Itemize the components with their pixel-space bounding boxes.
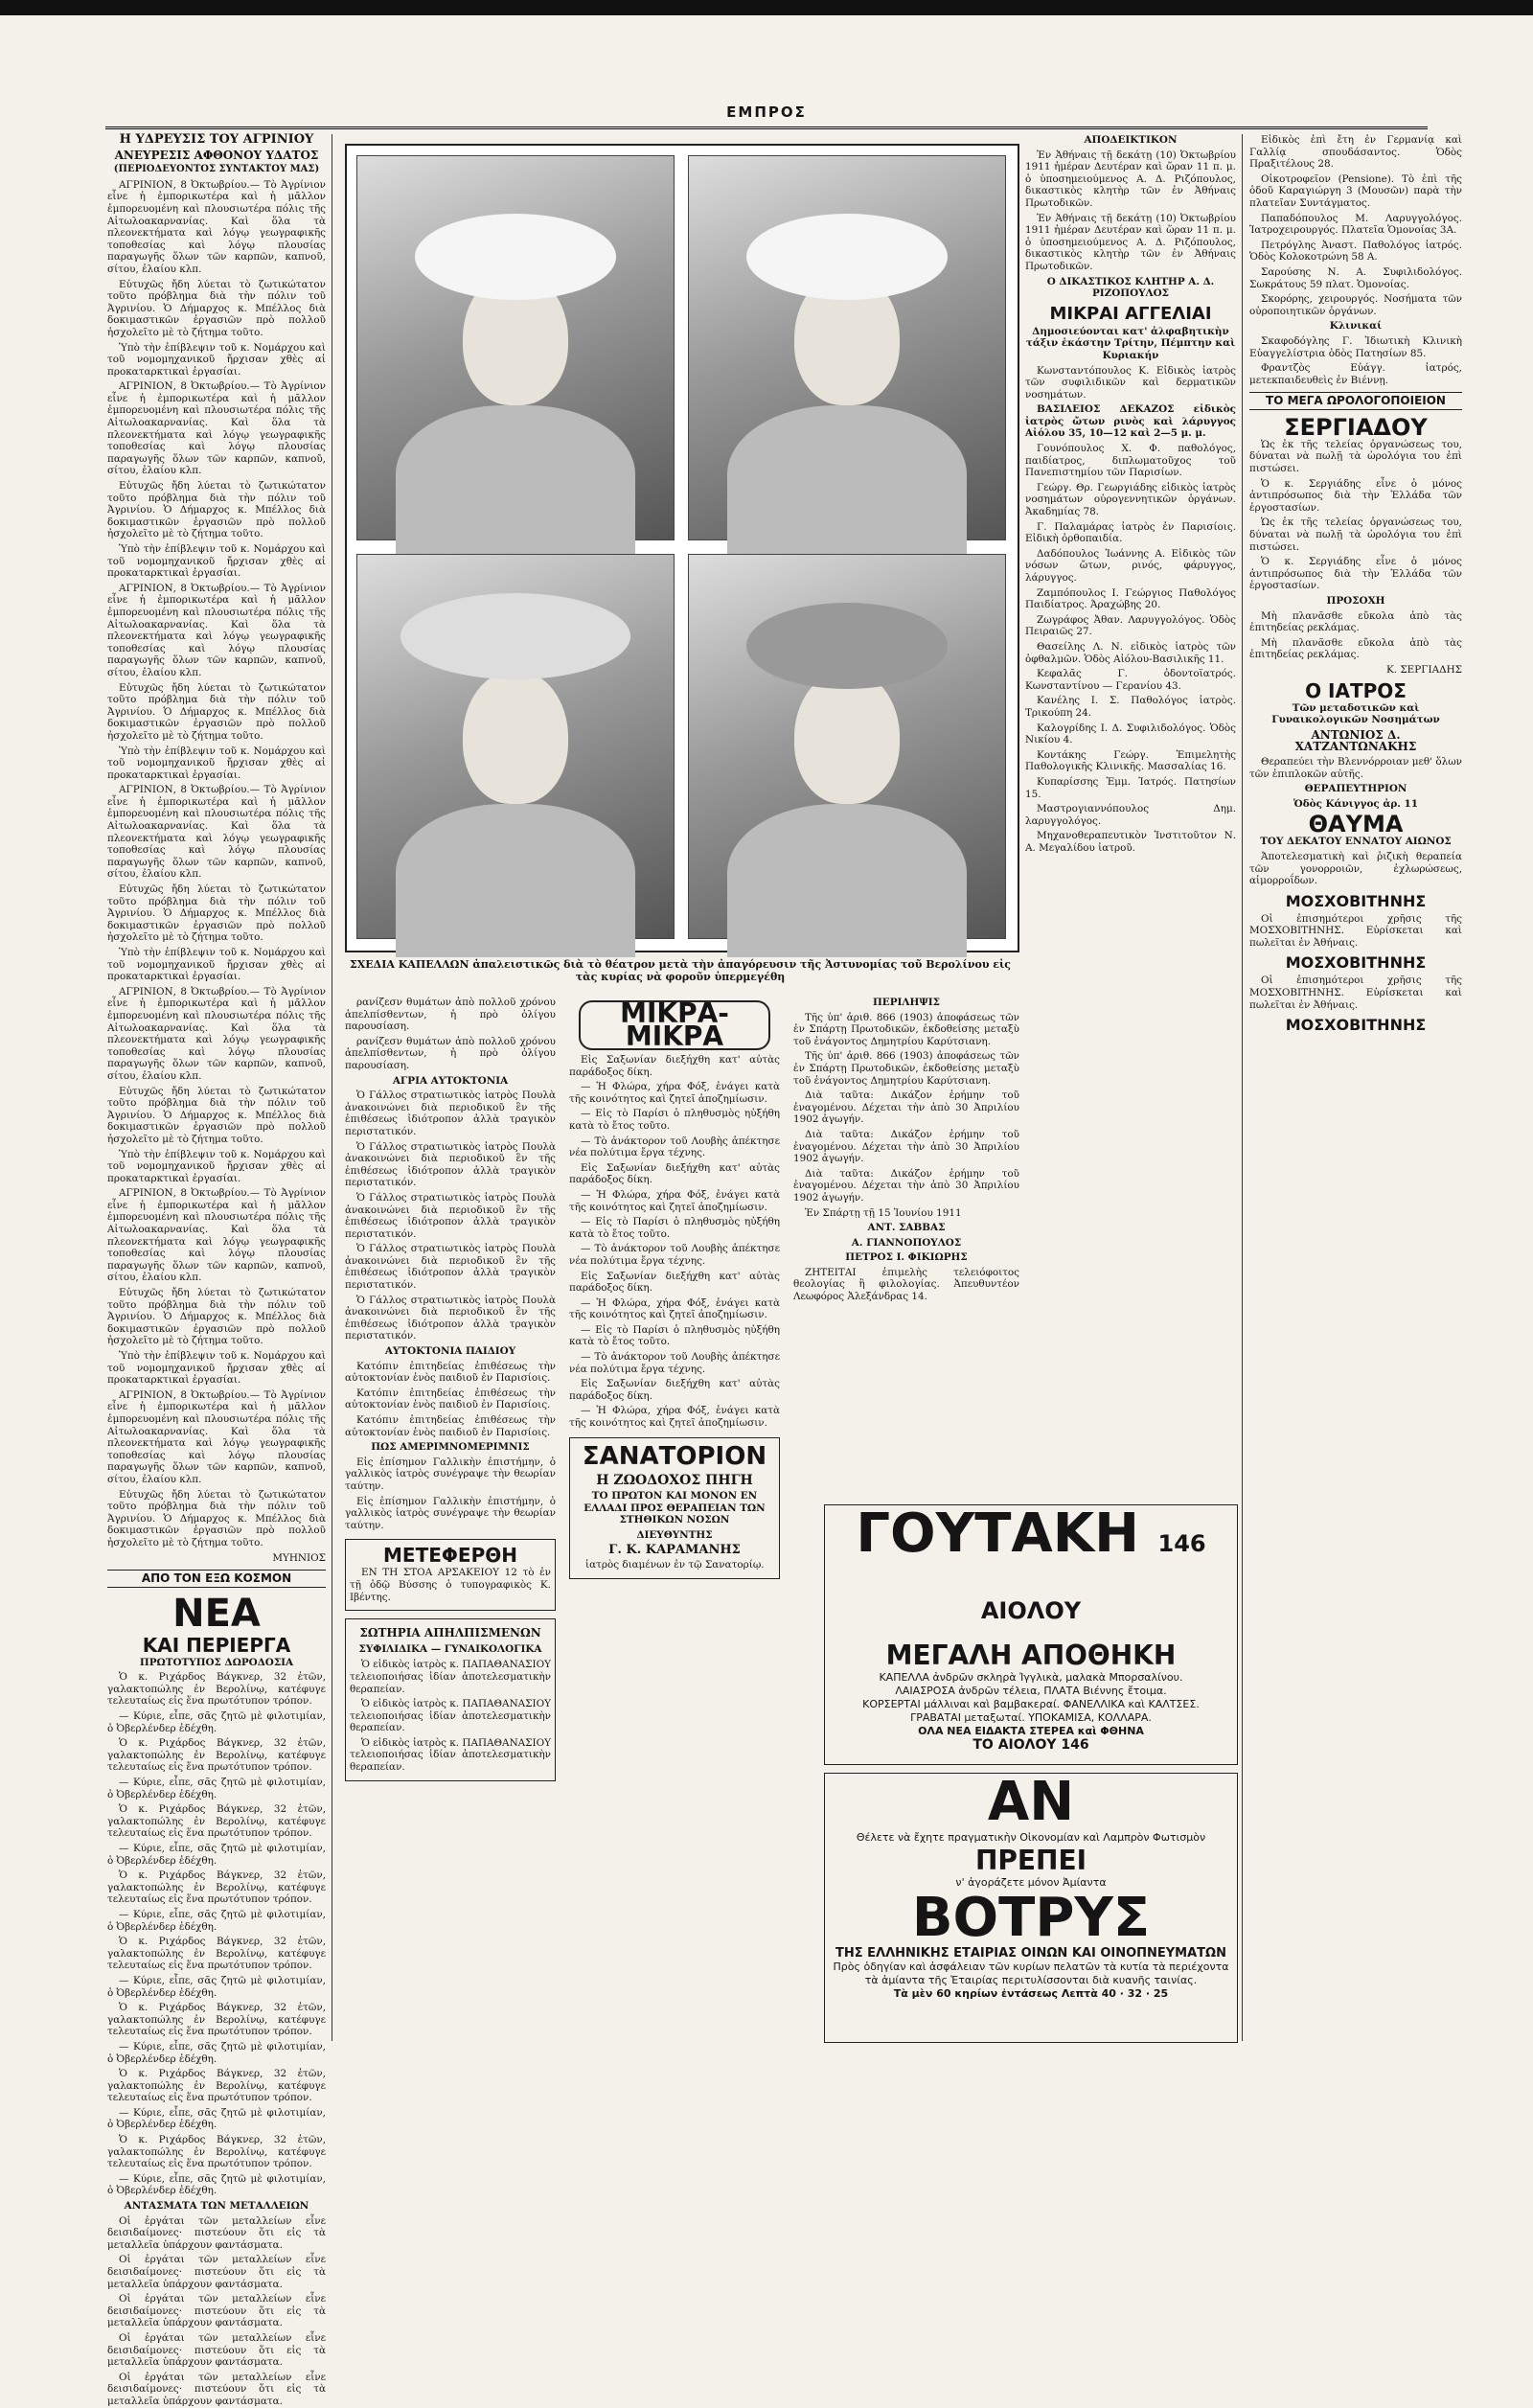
article-paragraph: Ὡς ἐκ τῆς τελείας ὀργανώσεως του, δύναται νὰ πωλῇ τὰ ὡρολόγια του ἐπὶ πιστώσει. bbox=[1249, 438, 1462, 475]
column-1 bbox=[107, 132, 326, 2407]
ad-text: Ὁ εἰδικὸς ἰατρὸς κ. ΠΑΠΑΘΑΝΑΣΙΟΥ τελειοποιήσας ἰδίαν ἀποτελεσματικὴν θεραπείαν. bbox=[350, 1698, 551, 1734]
subheading: ΑΥΤΟΚΤΟΝΙΑ ΠΑΙΔΙΟΥ bbox=[384, 1345, 516, 1358]
ad-line: ΟΛΑ ΝΕΑ ΕΙΔΑΚΤΑ ΣΤΕΡΕΑ καὶ ΦΘΗΝΑ bbox=[918, 1725, 1144, 1737]
article-paragraph: — Ἡ Φλώρα, χήρα Φόξ, ἐνάγει κατὰ τῆς κοινότητος καὶ ζητεῖ ἀποζημίωσιν. bbox=[569, 1081, 780, 1105]
ad-title: ΜΕΤΕΦΕΡΘΗ bbox=[383, 1544, 517, 1568]
article-paragraph: Ὁ κ. Ριχάρδος Βάγκνερ, 32 ἐτῶν, γαλακτοπώλης ἐν Βερολίνῳ, κατέφυγε τελευταίως εἰς ἕνα πρωτότυπον τρόπον. bbox=[107, 1737, 326, 1774]
thauma-title: ΘΑΥΜΑ bbox=[1308, 811, 1404, 838]
article-paragraph: Τῆς ὑπ' ἀριθ. 866 (1903) ἀποφάσεως τῶν ἐν Σπάρτῃ Πρωτοδικῶν, ἐκδοθείσης μεταξὺ τοῦ ἐνάγοντος Δημητρίου Καρύτσιανη. bbox=[793, 1011, 1019, 1047]
subheading: ΤΟΥ ΔΕΚΑΤΟΥ ΕΝΝΑΤΟΥ ΑΙΩΝΟΣ bbox=[1260, 836, 1452, 848]
middle-column-3 bbox=[793, 997, 1019, 1533]
article-paragraph: Εὐτυχῶς ἤδη λύεται τὸ ζωτικώτατον τοῦτο πρόβλημα διὰ τὴν πόλιν τοῦ Ἀγρινίου. Ὁ Δήμαρχος κ. Μπέλλος διὰ δοκιμαστικῶν ἐργασιῶν πρὸ πολλοῦ ἠσχολεῖτο μὲ τὸ ζήτημα τοῦτο. bbox=[107, 1488, 326, 1548]
article-paragraph: Ἐν Ἀθήναις τῇ δεκάτῃ (10) Ὀκτωβρίου 1911 ἡμέραν Δευτέραν καὶ ὥραν 11 π. μ. ὁ ὑποσημειούμενος Α. Δ. Ριζόπουλος, δικαστικὸς κλητὴρ τῶν ἐν Ἀθήναις Πρωτοδικῶν. bbox=[1025, 212, 1236, 272]
article-paragraph: Θεραπεύει τὴν Βλεννόρροιαν μεθ' ὅλων τῶν ἐπιπλοκῶν αὐτῆς. bbox=[1249, 755, 1462, 780]
article-paragraph: Ἐν Σπάρτῃ τῇ 15 Ἰουνίου 1911 bbox=[805, 1206, 962, 1219]
ad-title bbox=[825, 1502, 1237, 1640]
photo-woman-3 bbox=[356, 554, 675, 939]
article-paragraph: Ὁ Γάλλος στρατιωτικὸς ἰατρὸς Πουλὰ ἀνακοινώνει διὰ περιοδικοῦ ἓν τῆς ἐπιθέσεως ἰδιότροπον ἀλλὰ τραγικὸν περιστατικόν. bbox=[345, 1140, 556, 1189]
article-paragraph: ΑΓΡΙΝΙΟΝ, 8 Ὀκτωβρίου.— Τὸ Ἀγρίνιον εἶνε ἡ ἐμπορικωτέρα καὶ ἡ μᾶλλον ἐμπορευομένη καὶ πλουσιωτέρα πόλις τῆς Αἰτωλοακαρνανίας. Καὶ ὅλα τὰ πλεονεκτήματα καὶ λόγῳ γεωγραφικῆς τοποθεσίας καὶ λόγῳ πλουσίας παραγωγῆς ὅλων τῶν καρπῶν, καπνοῦ, σίτου, ἐλαίου κλπ. bbox=[107, 985, 326, 1082]
article-paragraph: ΖΗΤΕΙΤΑΙ ἐπιμελὴς τελειόφοιτος θεολογίας ἢ φιλολογίας. Ἀπευθυντέον Λεωφόρος Ἀλεξάνδρας 14. bbox=[793, 1266, 1019, 1303]
subheading: ΠΕΡΙΛΗΨΙΣ bbox=[873, 997, 940, 1008]
article-paragraph: Ὁ κ. Ριχάρδος Βάγκνερ, 32 ἐτῶν, γαλακτοπώλης ἐν Βερολίνῳ, κατέφυγε τελευταίως εἰς ἕνα πρωτότυπον τρόπον. bbox=[107, 1671, 326, 1708]
article-paragraph: Εἰς Σαξωνίαν διεξήχθη κατ' αὐτὰς παράδοξος δίκη. bbox=[569, 1161, 780, 1186]
column-4 bbox=[1249, 134, 1462, 2041]
article-paragraph: Ὁ κ. Ριχάρδος Βάγκνερ, 32 ἐτῶν, γαλακτοπώλης ἐν Βερολίνῳ, κατέφυγε τελευταίως εἰς ἕνα πρωτότυπον τρόπον. bbox=[107, 2068, 326, 2104]
classified-entry: Οἰκοτροφεῖον (Pensione). Τὸ ἐπὶ τῆς ὁδοῦ Καραγιώργη 3 (Μουσῶν) παρὰ τὴν πλατεῖαν Συντάγματος. bbox=[1249, 172, 1462, 209]
ad-text: Γ. Κ. ΚΑΡΑΜΑΝΗΣ bbox=[608, 1542, 741, 1557]
ad-text: ἰατρὸς διαμένων ἐν τῷ Σανατορίῳ. bbox=[585, 1559, 765, 1571]
classifieds-title: ΜΙΚΡΑΙ ΑΓΓΕΛΙΑΙ bbox=[1049, 303, 1212, 324]
doctor-name: ΑΝΤΩΝΙΟΣ Δ. ΧΑΤΖΑΝΤΩΝΑΚΗΣ bbox=[1294, 727, 1417, 754]
article-paragraph: Ὑπὸ τὴν ἐπίβλεψιν τοῦ κ. Νομάρχου καὶ τοῦ νομομηχανικοῦ ἤρχισαν χθὲς αἱ προκαταρκτικαὶ ἐργασίαι. bbox=[107, 341, 326, 378]
article-paragraph: Ὡς ἐκ τῆς τελείας ὀργανώσεως του, δύναται νὰ πωλῇ τὰ ὡρολόγια του ἐπὶ πιστώσει. bbox=[1249, 516, 1462, 553]
ad-text: ΤΟ ΠΡΩΤΟΝ ΚΑΙ ΜΟΝΟΝ ΕΝ ΕΛΛΑΔΙ ΠΡΟΣ ΘΕΡΑΠΕΙΑΝ ΤΩΝ ΣΤΗΘΙΚΩΝ ΝΟΣΩΝ bbox=[583, 1490, 766, 1526]
article-paragraph: — Κύριε, εἶπε, σᾶς ζητῶ μὲ φιλοτιμίαν, ὁ Ὀβερλένδερ ἐδέχθη. bbox=[107, 2040, 326, 2065]
article-paragraph: Εὐτυχῶς ἤδη λύεται τὸ ζωτικώτατον τοῦτο πρόβλημα διὰ τὴν πόλιν τοῦ Ἀγρινίου. Ὁ Δήμαρχος κ. Μπέλλος διὰ δοκιμαστικῶν ἐργασιῶν πρὸ πολλοῦ ἠσχολεῖτο μὲ τὸ ζήτημα τοῦτο. bbox=[107, 1287, 326, 1347]
ad-line: ΤΗΣ ΕΛΛΗΝΙΚΗΣ ΕΤΑΙΡΙΑΣ ΟΙΝΩΝ ΚΑΙ ΟΙΝΟΠΝΕΥΜΑΤΩΝ bbox=[835, 1946, 1226, 1961]
photo-caption: ΣΧΕΔΙΑ ΚΑΠΕΛΛΩΝ ἀπαλειστικῶς διὰ τὸ θέατρον μετὰ τὴν ἀπαγόρευσιν τῆς Ἀστυνομίας τοῦ Βερολίνου εἰς τὰς κυρίας νὰ φοροῦν ὑπερμεγέθη bbox=[349, 958, 1012, 983]
article-paragraph: Ὁ κ. Ριχάρδος Βάγκνερ, 32 ἐτῶν, γαλακτοπώλης ἐν Βερολίνῳ, κατέφυγε τελευταίως εἰς ἕνα πρωτότυπον τρόπον. bbox=[107, 1869, 326, 1906]
classified-entry: Φραντζὸς Εὐάγγ. ἰατρός, μετεκπαιδευθεὶς ἐν Βιέννῃ. bbox=[1249, 362, 1462, 386]
classified-entry: Εἰδικὸς ἐπὶ ἔτη ἐν Γερμανίᾳ καὶ Γαλλίᾳ σπουδάσαντος. Ὁδὸς Πραξιτέλους 28. bbox=[1249, 134, 1462, 171]
ad-line: ΚΟΡΣΕΡΤΑΙ μάλλιναι καὶ βαμβακεραί. ΦΑΝΕΛΛΙΚΑ καὶ ΚΑΛΤΣΕΣ. bbox=[862, 1698, 1200, 1710]
signature: Α. ΓΙΑΝΝΟΠΟΥΛΟΣ bbox=[851, 1236, 962, 1249]
subheading: ΑΝΤΑΣΜΑΤΑ ΤΩΝ ΜΕΤΑΛΛΕΙΩΝ bbox=[124, 2200, 309, 2213]
brand-name: ΜΟΣΧΟΒΙΤΗΝΗΣ bbox=[1285, 891, 1427, 910]
article-paragraph: Κατόπιν ἐπιτηδείας ἐπιθέσεως τὴν αὐτοκτονίαν ἑνὸς παιδιοῦ ἐν Παρισίοις. bbox=[345, 1360, 556, 1385]
ad-line: ΚΑΠΕΛΛΑ ἀνδρῶν σκληρὰ Ἰγγλικὰ, μαλακὰ Μπορσαλίνου. bbox=[879, 1671, 1183, 1684]
ad-line: Τὰ μὲν 60 κηρίων ἐντάσεως Λεπτὰ 40 · 32 · 25 bbox=[893, 1987, 1169, 2000]
perierga-title: ΚΑΙ ΠΕΡΙΕΡΓΑ bbox=[142, 1633, 291, 1657]
classified-entry: Σκορόρης, χειρουργός. Νοσήματα τῶν οὐροποιητικῶν ὀργάνων. bbox=[1249, 293, 1462, 317]
article-paragraph: Οἱ ἐργάται τῶν μεταλλείων εἶνε δεισιδαίμονες· πιστεύουν ὅτι εἰς τὰ μεταλλεῖα ὑπάρχουν φαντάσματα. bbox=[107, 2214, 326, 2251]
botrys-ad bbox=[824, 1773, 1238, 2043]
article-paragraph: — Κύριε, εἶπε, σᾶς ζητῶ μὲ φιλοτιμίαν, ὁ Ὀβερλένδερ ἐδέχθη. bbox=[107, 1710, 326, 1734]
ad-title: ΣΩΤΗΡΙΑ ΑΠΗΛΠΙΣΜΕΝΩΝ bbox=[359, 1626, 541, 1640]
classified-entry: Γεώργ. Θρ. Γεωργιάδης εἰδικὸς ἰατρὸς νοσημάτων οὐρογεννητικῶν ὀργάνων. Ἀκαδημίας 78. bbox=[1025, 481, 1236, 518]
article-paragraph: — Τὸ ἀνάκτορον τοῦ Λουβὴς ἀπέκτησε νέα πολύτιμα ἔργα τέχνης. bbox=[569, 1351, 780, 1375]
ad-box bbox=[345, 1539, 556, 1611]
classified-entry: Κοντάκης Γεώργ. Ἐπιμελητὴς Παθολογικῆς Κλινικῆς. Μασσαλίας 16. bbox=[1025, 748, 1236, 773]
article-paragraph: — Κύριε, εἶπε, σᾶς ζητῶ μὲ φιλοτιμίαν, ὁ Ὀβερλένδερ ἐδέχθη. bbox=[107, 1843, 326, 1867]
classified-entry: Θασείλης Λ. Ν. εἰδικὸς ἰατρὸς τῶν ὀφθαλμῶν. Ὁδὸς Αἰόλου-Βασιλικῆς 11. bbox=[1025, 640, 1236, 665]
article-paragraph: Διὰ ταῦτα: Δικάζον ἐρήμην τοῦ ἐναγομένου. Δέχεται τὴν ἀπὸ 30 Ἀπριλίου 1902 ἀγωγήν. bbox=[793, 1128, 1019, 1165]
middle-column-2 bbox=[569, 997, 780, 2060]
brand-name: ΜΟΣΧΟΒΙΤΗΝΗΣ bbox=[1285, 1016, 1427, 1035]
article-paragraph: Κατόπιν ἐπιτηδείας ἐπιθέσεως τὴν αὐτοκτονίαν ἑνὸς παιδιοῦ ἐν Παρισίοις. bbox=[345, 1387, 556, 1411]
article-paragraph: — Κύριε, εἶπε, σᾶς ζητῶ μὲ φιλοτιμίαν, ὁ Ὀβερλένδερ ἐδέχθη. bbox=[107, 1974, 326, 1999]
article-paragraph: ρανίζεσν θυμάτων ἀπὸ πολλοῦ χρόνου ἀπελπίσθεντων, ἡ πρὸ ὀλίγου παρουσίαση. bbox=[345, 1035, 556, 1071]
subheading: ΑΠΟΔΕΙΚΤΙΚΟΝ bbox=[1084, 134, 1178, 146]
ad-title: ΣΑΝΑΤΟΡΙΟΝ bbox=[582, 1441, 767, 1471]
article-paragraph: — Κύριε, εἶπε, σᾶς ζητῶ μὲ φιλοτιμίαν, ὁ Ὀβερλένδερ ἐδέχθη. bbox=[107, 1777, 326, 1800]
article-paragraph: — Ἡ Φλώρα, χήρα Φόξ, ἐνάγει κατὰ τῆς κοινότητος καὶ ζητεῖ ἀποζημίωσιν. bbox=[569, 1405, 780, 1430]
mikra-title: ΜΙΚΡΑ-ΜΙΚΡΑ bbox=[579, 1000, 770, 1050]
signature: Ο ΔΙΚΑΣΤΙΚΟΣ ΚΛΗΤΗΡ Α. Δ. ΡΙΖΟΠΟΥΛΟΣ bbox=[1046, 275, 1215, 300]
signature: ΑΝΤ. ΣΑΒΒΑΣ bbox=[867, 1222, 946, 1234]
column-3 bbox=[1025, 134, 1236, 1169]
classified-entry: Παπαδόπουλος Μ. Λαρυγγολόγος. Ἰατροχειρουργός. Πλατεῖα Ὁμονοίας 3Α. bbox=[1249, 212, 1462, 237]
article-paragraph: Εἰς ἐπίσημον Γαλλικὴν ἐπιστήμην, ὁ γαλλικὸς ἰατρὸς συνέγραψε τὴν θεωρίαν ταύτην. bbox=[345, 1495, 556, 1531]
article-paragraph: Κατόπιν ἐπιτηδείας ἐπιθέσεως τὴν αὐτοκτονίαν ἑνὸς παιδιοῦ ἐν Παρισίοις. bbox=[345, 1414, 556, 1438]
article-paragraph: — Κύριε, εἶπε, σᾶς ζητῶ μὲ φιλοτιμίαν, ὁ Ὀβερλένδερ ἐδέχθη. bbox=[107, 1908, 326, 1933]
article-paragraph: Εὐτυχῶς ἤδη λύεται τὸ ζωτικώτατον τοῦτο πρόβλημα διὰ τὴν πόλιν τοῦ Ἀγρινίου. Ὁ Δήμαρχος κ. Μπέλλος διὰ δοκιμαστικῶν ἐργασιῶν πρὸ πολλοῦ ἠσχολεῖτο μὲ τὸ ζήτημα τοῦτο. bbox=[107, 278, 326, 338]
classified-entry: Ζαμπόπουλος Ι. Γεώργιος Παθολόγος Παιδίατρος. Ἀραχώβης 20. bbox=[1025, 586, 1236, 611]
classified-entry: Σκαφοδόγλης Γ. Ἰδιωτικὴ Κλινικὴ Εὐαγγελίστρια ὁδὸς Πατησίων 85. bbox=[1249, 334, 1462, 359]
ad-box bbox=[345, 1618, 556, 1781]
ad-title: ΑΝ bbox=[987, 1771, 1075, 1833]
article-paragraph: — Κύριε, εἶπε, σᾶς ζητῶ μὲ φιλοτιμίαν, ὁ Ὀβερλένδερ ἐδέχθη. bbox=[107, 2106, 326, 2131]
masthead: ΕΜΠΡΟΣ bbox=[726, 103, 807, 121]
article-paragraph: Εὐτυχῶς ἤδη λύεται τὸ ζωτικώτατον τοῦτο πρόβλημα διὰ τὴν πόλιν τοῦ Ἀγρινίου. Ὁ Δήμαρχος κ. Μπέλλος διὰ δοκιμαστικῶν ἐργασιῶν πρὸ πολλοῦ ἠσχολεῖτο μὲ τὸ ζήτημα τοῦτο. bbox=[107, 681, 326, 742]
headline: Η ΥΔΡΕΥΣΙΣ ΤΟΥ ΑΓΡΙΝΙΟΥ bbox=[119, 132, 314, 147]
article-paragraph: — Εἰς τὸ Παρίσι ὁ πληθυσμὸς ηὐξήθη κατὰ τὸ ἔτος τοῦτο. bbox=[569, 1323, 780, 1348]
article-paragraph: Ἐν Ἀθήναις τῇ δεκάτῃ (10) Ὀκτωβρίου 1911 ἡμέραν Δευτέραν καὶ ὥραν 11 π. μ. ὁ ὑποσημειούμενος Α. Δ. Ριζόπουλος, δικαστικὸς κλητὴρ τῶν ἐν Ἀθήναις Πρωτοδικῶν. bbox=[1025, 149, 1236, 209]
ad-subtitle: ΜΕΓΑΛΗ ΑΠΟΘΗΚΗ bbox=[885, 1640, 1177, 1671]
hat-photographs bbox=[345, 144, 1019, 952]
article-paragraph: — Τὸ ἀνάκτορον τοῦ Λουβὴς ἀπέκτησε νέα πολύτιμα ἔργα τέχνης. bbox=[569, 1243, 780, 1267]
headline: ΑΝΕΥΡΕΣΙΣ ΑΦΘΟΝΟΥ ΥΔΑΤΟΣ bbox=[114, 148, 319, 162]
subheading: ΑΓΡΙΑ ΑΥΤΟΚΤΟΝΙΑ bbox=[392, 1074, 509, 1087]
article-paragraph: Ὑπὸ τὴν ἐπίβλεψιν τοῦ κ. Νομάρχου καὶ τοῦ νομομηχανικοῦ ἤρχισαν χθὲς αἱ προκαταρκτικαὶ ἐργασίαι. bbox=[107, 947, 326, 983]
subheading: Κλινικαί bbox=[1329, 320, 1383, 333]
article-paragraph: Μὴ πλανᾶσθε εὔκολα ἀπὸ τὰς ἐπιτηδείας ρεκλάμας. bbox=[1249, 609, 1462, 634]
article-paragraph: ΑΓΡΙΝΙΟΝ, 8 Ὀκτωβρίου.— Τὸ Ἀγρίνιον εἶνε ἡ ἐμπορικωτέρα καὶ ἡ μᾶλλον ἐμπορευομένη καὶ πλουσιωτέρα πόλις τῆς Αἰτωλοακαρνανίας. Καὶ ὅλα τὰ πλεονεκτήματα καὶ λόγῳ γεωγραφικῆς τοποθεσίας καὶ λόγῳ πλουσίας παραγωγῆς ὅλων τῶν καρπῶν, καπνοῦ, σίτου, ἐλαίου κλπ. bbox=[107, 178, 326, 275]
subheading: ΠΡΩΤΟΤΥΠΟΣ ΔΩΡΟΔΟΣΙΑ bbox=[139, 1656, 294, 1668]
subheading: ΠΩΣ ΑΜΕΡΙΜΝΟΜΕΡΙΜΝΙΣ bbox=[371, 1441, 530, 1454]
article-paragraph: Ὑπὸ τὴν ἐπίβλεψιν τοῦ κ. Νομάρχου καὶ τοῦ νομομηχανικοῦ ἤρχισαν χθὲς αἱ προκαταρκτικαὶ ἐργασίαι. bbox=[107, 543, 326, 580]
subheading: Τῶν μεταδοτικῶν καὶ Γυναικολογικῶν Νοσημάτων bbox=[1271, 701, 1440, 726]
classifieds-subtitle: Δημοσιεύονται κατ' ἀλφαβητικὴν τάξιν ἑκάστην Τρίτην, Πέμπτην καὶ Κυριακήν bbox=[1025, 325, 1236, 361]
article-paragraph: Ἀποτελεσματικὴ καὶ ῥιζικὴ θεραπεία τῶν γονορροιῶν, ἐχλωρώσεως, αἱμορροΐδων. bbox=[1249, 850, 1462, 887]
article-paragraph: ΑΓΡΙΝΙΟΝ, 8 Ὀκτωβρίου.— Τὸ Ἀγρίνιον εἶνε ἡ ἐμπορικωτέρα καὶ ἡ μᾶλλον ἐμπορευομένη καὶ πλουσιωτέρα πόλις τῆς Αἰτωλοακαρνανίας. Καὶ ὅλα τὰ πλεονεκτήματα καὶ λόγῳ γεωγραφικῆς τοποθεσίας καὶ λόγῳ πλουσίας παραγωγῆς ὅλων τῶν καρπῶν, καπνοῦ, σίτου, ἐλαίου κλπ. bbox=[107, 1388, 326, 1485]
photo-woman-2 bbox=[688, 155, 1006, 540]
ad-address: 146 ΑΙΟΛΟΥ bbox=[980, 1530, 1206, 1624]
classified-entry: Ζωγράφος Ἀθαν. Λαρυγγολόγος. Ὁδὸς Πειραιῶς 27. bbox=[1025, 613, 1236, 638]
article-paragraph: Ὑπὸ τὴν ἐπίβλεψιν τοῦ κ. Νομάρχου καὶ τοῦ νομομηχανικοῦ ἤρχισαν χθὲς αἱ προκαταρκτικαὶ ἐργασίαι. bbox=[107, 1148, 326, 1184]
classified-entry: Μαστρογιαννόπουλος Δημ. λαρυγγολόγος. bbox=[1025, 803, 1236, 827]
article-paragraph: Τῆς ὑπ' ἀριθ. 866 (1903) ἀποφάσεως τῶν ἐν Σπάρτῃ Πρωτοδικῶν, ἐκδοθείσης μεταξὺ τοῦ ἐνάγοντος Δημητρίου Καρύτσιανη. bbox=[793, 1050, 1019, 1087]
article-paragraph: ΑΓΡΙΝΙΟΝ, 8 Ὀκτωβρίου.— Τὸ Ἀγρίνιον εἶνε ἡ ἐμπορικωτέρα καὶ ἡ μᾶλλον ἐμπορευομένη καὶ πλουσιωτέρα πόλις τῆς Αἰτωλοακαρνανίας. Καὶ ὅλα τὰ πλεονεκτήματα καὶ λόγῳ γεωγραφικῆς τοποθεσίας καὶ λόγῳ πλουσίας παραγωγῆς ὅλων τῶν καρπῶν, καπνοῦ, σίτου, ἐλαίου κλπ. bbox=[107, 582, 326, 678]
ad-subtitle: ΠΡΕΠΕΙ bbox=[974, 1845, 1087, 1876]
iatros-title: Ο ΙΑΤΡΟΣ bbox=[1305, 678, 1407, 702]
ad-subtitle: Η ΖΩΟΔΟΧΟΣ ΠΗΓΗ bbox=[596, 1472, 753, 1488]
article-paragraph: Ὁ Γάλλος στρατιωτικὸς ἰατρὸς Πουλὰ ἀνακοινώνει διὰ περιοδικοῦ ἓν τῆς ἐπιθέσεως ἰδιότροπον ἀλλὰ τραγικὸν περιστατικόν. bbox=[345, 1294, 556, 1342]
ad-line: ν' ἀγοράζετε μόνον Ἀμίαντα bbox=[955, 1876, 1107, 1889]
ad-text: Ὁ εἰδικὸς ἰατρὸς κ. ΠΑΠΑΘΑΝΑΣΙΟΥ τελειοποιήσας ἰδίαν ἀποτελεσματικὴν θεραπείαν. bbox=[350, 1736, 551, 1774]
article-paragraph: Ὁ κ. Ριχάρδος Βάγκνερ, 32 ἐτῶν, γαλακτοπώλης ἐν Βερολίνῳ, κατέφυγε τελευταίως εἰς ἕνα πρωτότυπον τρόπον. bbox=[107, 1803, 326, 1840]
classified-entry: Γουνόπουλος Χ. Φ. παθολόγος, παιδίατρος, διπλωματοῦχος τοῦ Πανεπιστημίου τῶν Παρισίων. bbox=[1025, 443, 1236, 479]
article-paragraph: Διὰ ταῦτα: Δικάζον ἐρήμην τοῦ ἐναγομένου. Δέχεται τὴν ἀπὸ 30 Ἀπριλίου 1902 ἀγωγήν. bbox=[793, 1167, 1019, 1204]
article-paragraph: Ὁ Γάλλος στρατιωτικὸς ἰατρὸς Πουλὰ ἀνακοινώνει διὰ περιοδικοῦ ἓν τῆς ἐπιθέσεως ἰδιότροπον ἀλλὰ τραγικὸν περιστατικόν. bbox=[345, 1243, 556, 1292]
article-paragraph: ΑΓΡΙΝΙΟΝ, 8 Ὀκτωβρίου.— Τὸ Ἀγρίνιον εἶνε ἡ ἐμπορικωτέρα καὶ ἡ μᾶλλον ἐμπορευομένη καὶ πλουσιωτέρα πόλις τῆς Αἰτωλοακαρνανίας. Καὶ ὅλα τὰ πλεονεκτήματα καὶ λόγῳ γεωγραφικῆς τοποθεσίας καὶ λόγῳ πλουσίας παραγωγῆς ὅλων τῶν καρπῶν, καπνοῦ, σίτου, ἐλαίου κλπ. bbox=[107, 1187, 326, 1284]
article-paragraph: Ὁ κ. Σεργιάδης εἶνε ὁ μόνος ἀντιπρόσωπος διὰ τὴν Ἑλλάδα τῶν ἐργοστασίων. bbox=[1249, 556, 1462, 592]
article-paragraph: Ὁ κ. Ριχάρδος Βάγκνερ, 32 ἐτῶν, γαλακτοπώλης ἐν Βερολίνῳ, κατέφυγε τελευταίως εἰς ἕνα πρωτότυπον τρόπον. bbox=[107, 1936, 326, 1972]
article-paragraph: Εὐτυχῶς ἤδη λύεται τὸ ζωτικώτατον τοῦτο πρόβλημα διὰ τὴν πόλιν τοῦ Ἀγρινίου. Ὁ Δήμαρχος κ. Μπέλλος διὰ δοκιμαστικῶν ἐργασιῶν πρὸ πολλοῦ ἠσχολεῖτο μὲ τὸ ζήτημα τοῦτο. bbox=[107, 1085, 326, 1145]
signature: ΜΥΗΝΙΟΣ bbox=[272, 1551, 326, 1564]
article-paragraph: Οἱ ἐργάται τῶν μεταλλείων εἶνε δεισιδαίμονες· πιστεύουν ὅτι εἰς τὰ μεταλλεῖα ὑπάρχουν φαντάσματα. bbox=[107, 2331, 326, 2369]
top-border bbox=[0, 0, 1533, 15]
column-divider bbox=[1242, 134, 1243, 2041]
article-paragraph: Ὁ Γάλλος στρατιωτικὸς ἰατρὸς Πουλὰ ἀνακοινώνει διὰ περιοδικοῦ ἓν τῆς ἐπιθέσεως ἰδιότροπον ἀλλὰ τραγικὸν περιστατικόν. bbox=[345, 1191, 556, 1240]
article-paragraph: Ὑπὸ τὴν ἐπίβλεψιν τοῦ κ. Νομάρχου καὶ τοῦ νομομηχανικοῦ ἤρχισαν χθὲς αἱ προκαταρκτικαὶ ἐργασίαι. bbox=[107, 1350, 326, 1387]
article-paragraph: — Κύριε, εἶπε, σᾶς ζητῶ μὲ φιλοτιμίαν, ὁ Ὀβερλένδερ ἐδέχθη. bbox=[107, 2172, 326, 2197]
article-paragraph: ΑΓΡΙΝΙΟΝ, 8 Ὀκτωβρίου.— Τὸ Ἀγρίνιον εἶνε ἡ ἐμπορικωτέρα καὶ ἡ μᾶλλον ἐμπορευομένη καὶ πλουσιωτέρα πόλις τῆς Αἰτωλοακαρνανίας. Καὶ ὅλα τὰ πλεονεκτήματα καὶ λόγῳ γεωγραφικῆς τοποθεσίας καὶ λόγῳ πλουσίας παραγωγῆς ὅλων τῶν καρπῶν, καπνοῦ, σίτου, ἐλαίου κλπ. bbox=[107, 380, 326, 477]
ad-line: Θέλετε νὰ ἔχητε πραγματικὴν Οἰκονομίαν καὶ Λαμπρὸν Φωτισμὸν bbox=[856, 1831, 1206, 1844]
article-paragraph: Ὁ κ. Ριχάρδος Βάγκνερ, 32 ἐτῶν, γαλακτοπώλης ἐν Βερολίνῳ, κατέφυγε τελευταίως εἰς ἕνα πρωτότυπον τρόπον. bbox=[107, 2134, 326, 2170]
classified-entry: Μηχανοθεραπευτικὸν Ἰνστιτοῦτον Ν. Α. Μεγαλίδου ἰατροῦ. bbox=[1025, 830, 1236, 854]
article-paragraph: Μὴ πλανᾶσθε εὔκολα ἀπὸ τὰς ἐπιτηδείας ρεκλάμας. bbox=[1249, 636, 1462, 661]
classified-entry: Κανέλης Ι. Σ. Παθολόγος ἰατρὸς. Τρικούπη 24. bbox=[1025, 695, 1236, 719]
section-header: ΤΟ ΜΕΓΑ ΩΡΟΛΟΓΟΠΟΙΕΙΟΝ bbox=[1249, 392, 1462, 410]
article-paragraph: Οἱ ἐπισημότεροι χρῆσις τῆς ΜΟΣΧΟΒΙΤΗΝΗΣ. Εὐρίσκεται καὶ πωλεῖται ἐν Ἀθήναις. bbox=[1249, 912, 1462, 949]
article-paragraph: — Τὸ ἀνάκτορον τοῦ Λουβὴς ἀπέκτησε νέα πολύτιμα ἔργα τέχνης. bbox=[569, 1135, 780, 1159]
photo-woman-4 bbox=[688, 554, 1006, 939]
article-paragraph: Εἰς ἐπίσημον Γαλλικὴν ἐπιστήμην, ὁ γαλλικὸς ἰατρὸς συνέγραψε τὴν θεωρίαν ταύτην. bbox=[345, 1456, 556, 1492]
classified-entry: Δαδόπουλος Ἰωάννης Α. Εἰδικὸς τῶν νόσων ὤτων, ρινός, φάρυγγος, λάρυγγος. bbox=[1025, 547, 1236, 584]
ad-name: ΓΟΥΤΑΚΗ bbox=[856, 1502, 1140, 1565]
article-paragraph: Οἱ ἐργάται τῶν μεταλλείων εἶνε δεισιδαίμονες· πιστεύουν ὅτι εἰς τὰ μεταλλεῖα ὑπάρχουν φαντάσματα. bbox=[107, 2254, 326, 2290]
signature: Κ. ΣΕΡΓΙΑΔΗΣ bbox=[1385, 663, 1462, 676]
ad-text: Ὁ εἰδικὸς ἰατρὸς κ. ΠΑΠΑΘΑΝΑΣΙΟΥ τελειοποιήσας ἰδίαν ἀποτελεσματικὴν θεραπείαν. bbox=[350, 1659, 551, 1695]
article-paragraph: — Εἰς τὸ Παρίσι ὁ πληθυσμὸς ηὐξήθη κατὰ τὸ ἔτος τοῦτο. bbox=[569, 1216, 780, 1240]
address: Ὁδὸς Κάνιγγος ἀρ. 11 bbox=[1293, 797, 1418, 810]
ad-subtitle: ΣΥΦΙΛΙΔΙΚΑ — ΓΥΝΑΙΚΟΛΟΓΙΚΑ bbox=[358, 1642, 542, 1655]
masthead-rule bbox=[105, 126, 1428, 129]
article-paragraph: Ὁ Γάλλος στρατιωτικὸς ἰατρὸς Πουλὰ ἀνακοινώνει διὰ περιοδικοῦ ἓν τῆς ἐπιθέσεως ἰδιότροπον ἀλλὰ τραγικὸν περιστατικόν. bbox=[345, 1089, 556, 1137]
headline: (ΠΕΡΙΟΔΕΥΟΝΤΟΣ ΣΥΝΤΑΚΤΟΥ ΜΑΣ) bbox=[113, 164, 320, 175]
goutaki-ad bbox=[824, 1504, 1238, 1765]
ad-line: Πρὸς ὁδηγίαν καὶ ἀσφάλειαν τῶν κυρίων πελατῶν τὰ κυτία τὰ περιέχοντα τὰ ἀμίαντα τῆς Ἑταιρίας περιτυλίσσονται διὰ κυανῆς ταινίας. bbox=[833, 1961, 1229, 1986]
article-paragraph: Διὰ ταῦτα: Δικάζον ἐρήμην τοῦ ἐναγομένου. Δέχεται τὴν ἀπὸ 30 Ἀπριλίου 1902 ἀγωγήν. bbox=[793, 1089, 1019, 1126]
article-paragraph: Ὁ κ. Σεργιάδης εἶνε ὁ μόνος ἀντιπρόσωπος διὰ τὴν Ἑλλάδα τῶν ἐργοστασίων. bbox=[1249, 477, 1462, 514]
classified-entry: Κεφαλᾶς Γ. ὀδοντοϊατρός. Κωνσταντίνου — Γερανίου 43. bbox=[1025, 668, 1236, 692]
article-paragraph: Οἱ ἐργάται τῶν μεταλλείων εἶνε δεισιδαίμονες· πιστεύουν ὅτι εἰς τὰ μεταλλεῖα ὑπάρχουν φαντάσματα. bbox=[107, 2371, 326, 2407]
article-paragraph: Εἰς Σαξωνίαν διεξήχθη κατ' αὐτὰς παράδοξος δίκη. bbox=[569, 1378, 780, 1402]
article-paragraph: Εὐτυχῶς ἤδη λύεται τὸ ζωτικώτατον τοῦτο πρόβλημα διὰ τὴν πόλιν τοῦ Ἀγρινίου. Ὁ Δήμαρχος κ. Μπέλλος διὰ δοκιμαστικῶν ἐργασιῶν πρὸ πολλοῦ ἠσχολεῖτο μὲ τὸ ζήτημα τοῦτο. bbox=[107, 883, 326, 944]
ad-line: ΤΟ ΑΙΟΛΟΥ 146 bbox=[972, 1737, 1089, 1753]
article-paragraph: ΑΓΡΙΝΙΟΝ, 8 Ὀκτωβρίου.— Τὸ Ἀγρίνιον εἶνε ἡ ἐμπορικωτέρα καὶ ἡ μᾶλλον ἐμπορευομένη καὶ πλουσιωτέρα πόλις τῆς Αἰτωλοακαρνανίας. Καὶ ὅλα τὰ πλεονεκτήματα καὶ λόγῳ γεωγραφικῆς τοποθεσίας καὶ λόγῳ πλουσίας παραγωγῆς ὅλων τῶν καρπῶν, καπνοῦ, σίτου, ἐλαίου κλπ. bbox=[107, 784, 326, 881]
nea-title: ΝΕΑ bbox=[172, 1591, 261, 1636]
ad-text: ΕΝ ΤΗ ΣΤΟΑ ΑΡΣΑΚΕΙΟΥ 12 τὸ ἐν τῇ ὁδῷ Βύσσης ὁ τυπογραφικὸς Κ. Ιβέντης. bbox=[350, 1567, 551, 1603]
classified-entry: Κωνσταντόπουλος Κ. Εἰδικὸς ἰατρὸς τῶν συφιλιδικῶν καὶ δερματικῶν νοσημάτων. bbox=[1025, 364, 1236, 401]
classified-entry: Πετρόγλης Ἀναστ. Παθολόγος ἰατρός. Ὁδὸς Κολοκοτρώνη 58 Α. bbox=[1249, 239, 1462, 264]
classified-entry: Κυπαρίσσης Ἐμμ. Ἰατρός. Πατησίων 15. bbox=[1025, 775, 1236, 800]
photo-woman-1 bbox=[356, 155, 675, 540]
sergiadou-title: ΣΕΡΓΙΑΔΟΥ bbox=[1284, 413, 1428, 441]
article-paragraph: Οἱ ἐργάται τῶν μεταλλείων εἶνε δεισιδαίμονες· πιστεύουν ὅτι εἰς τὰ μεταλλεῖα ὑπάρχουν φαντάσματα. bbox=[107, 2293, 326, 2329]
article-paragraph: — Ἡ Φλώρα, χήρα Φόξ, ἐνάγει κατὰ τῆς κοινότητος καὶ ζητεῖ ἀποζημίωσιν. bbox=[569, 1188, 780, 1213]
section-header: ΑΠΟ ΤΟΝ ΕΞΩ ΚΟΣΜΟΝ bbox=[107, 1570, 326, 1588]
article-paragraph: Εὐτυχῶς ἤδη λύεται τὸ ζωτικώτατον τοῦτο πρόβλημα διὰ τὴν πόλιν τοῦ Ἀγρινίου. Ὁ Δήμαρχος κ. Μπέλλος διὰ δοκιμαστικῶν ἐργασιῶν πρὸ πολλοῦ ἠσχολεῖτο μὲ τὸ ζήτημα τοῦτο. bbox=[107, 480, 326, 540]
middle-column-1 bbox=[345, 997, 556, 2060]
signature: ΠΕΤΡΟΣ Ι. ΦΙΚΙΩΡΗΣ bbox=[845, 1251, 968, 1264]
article-paragraph: Οἱ ἐπισημότεροι χρῆσις τῆς ΜΟΣΧΟΒΙΤΗΝΗΣ. Εὐρίσκεται καὶ πωλεῖται ἐν Ἀθήναις. bbox=[1249, 975, 1462, 1011]
article-paragraph: — Ἡ Φλώρα, χήρα Φόξ, ἐνάγει κατὰ τῆς κοινότητος καὶ ζητεῖ ἀποζημίωσιν. bbox=[569, 1296, 780, 1321]
brand-name: ΒΟΤΡΥΣ bbox=[911, 1887, 1151, 1949]
ad-text: ΔΙΕΥΘΥΝΤΗΣ bbox=[636, 1529, 713, 1541]
classified-entry: Καλογρίδης Ι. Δ. Συφιλιδολόγος. Ὁδὸς Νικίου 4. bbox=[1025, 722, 1236, 746]
ad-line: ΛΑΙΑΣΡΟΣΑ ἀνδρῶν τέλεια, ΠΛΑΤΑ Βιέννης ἔτοιμα. bbox=[895, 1685, 1167, 1697]
article-paragraph: Εἰς Σαξωνίαν διεξήχθη κατ' αὐτὰς παράδοξος δίκη. bbox=[569, 1054, 780, 1078]
classified-entry: Γ. Παλαμάρας ἰατρὸς ἐν Παρισίοις. Εἰδικὴ ὀρθοπαιδία. bbox=[1025, 520, 1236, 545]
article-paragraph: — Εἰς τὸ Παρίσι ὁ πληθυσμὸς ηὐξήθη κατὰ τὸ ἔτος τοῦτο. bbox=[569, 1108, 780, 1132]
subheading: ΠΡΟΣΟΧΗ bbox=[1326, 595, 1385, 607]
article-paragraph: Εἰς Σαξωνίαν διεξήχθη κατ' αὐτὰς παράδοξος δίκη. bbox=[569, 1270, 780, 1295]
classified-entry: ΒΑΣΙΛΕΙΟΣ ΔΕΚΑΖΟΣ εἰδικὸς ἰατρὸς ὤτων ρινὸς καὶ λάρυγγος Αἰόλου 35, 10—12 καὶ 2—5 μ. μ. bbox=[1025, 403, 1236, 440]
sanatorium-ad bbox=[569, 1437, 780, 1579]
article-paragraph: ρανίζεσν θυμάτων ἀπὸ πολλοῦ χρόνου ἀπελπίσθεντων, ἡ πρὸ ὀλίγου παρουσίαση. bbox=[345, 997, 556, 1033]
article-paragraph: Ὑπὸ τὴν ἐπίβλεψιν τοῦ κ. Νομάρχου καὶ τοῦ νομομηχανικοῦ ἤρχισαν χθὲς αἱ προκαταρκτικαὶ ἐργασίαι. bbox=[107, 745, 326, 781]
classified-entry: Σαρούσης Ν. Α. Συφιλιδολόγος. Σωκράτους 59 πλατ. Ὁμονοίας. bbox=[1249, 265, 1462, 290]
ad-line: ΓΡΑΒΑΤΑΙ μεταξωταί. ΥΠΟΚΑΜΙΣΑ, ΚΟΛΛΑΡΑ. bbox=[910, 1711, 1152, 1724]
brand-name: ΜΟΣΧΟΒΙΤΗΝΗΣ bbox=[1285, 953, 1427, 973]
article-paragraph: Ὁ κ. Ριχάρδος Βάγκνερ, 32 ἐτῶν, γαλακτοπώλης ἐν Βερολίνῳ, κατέφυγε τελευταίως εἰς ἕνα πρωτότυπον τρόπον. bbox=[107, 2002, 326, 2038]
subheading: ΘΕΡΑΠΕΥΤΗΡΙΟΝ bbox=[1304, 783, 1407, 795]
